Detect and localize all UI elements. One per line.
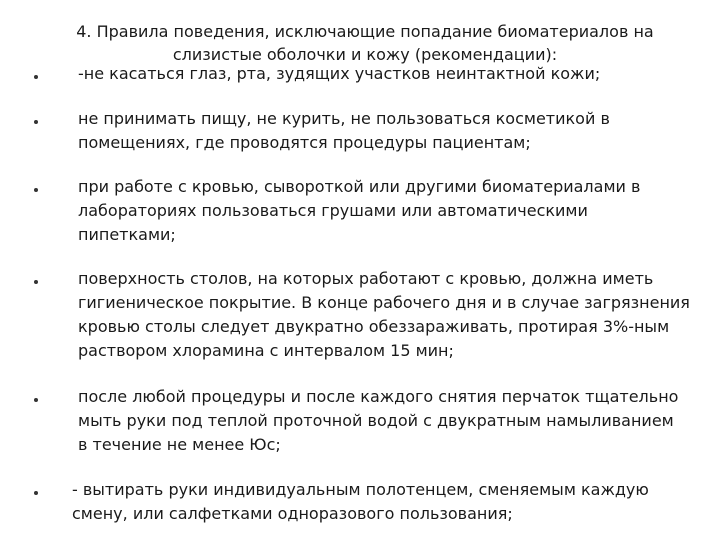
bullet-marker	[34, 280, 38, 284]
bullet-marker	[34, 491, 38, 495]
slide-title: 4. Правила поведения, исключающие попадание биоматериалов на слизистые оболочки и кожу (рекомендации):	[76, 22, 654, 64]
bullet-marker	[34, 398, 38, 402]
list-item: при работе с кровью, сывороткой или другими биоматериалами в лабораториях пользоваться грушами или автоматическими пипетками;	[78, 177, 641, 244]
list-item: поверхность столов, на которых работают с кровью, должна иметь гигиеническое покрытие. В конце рабочего дня и в случае загрязнения кровью столы следует двукратно обеззараживать, протирая 3%-ным раствором хлорамина с интервалом 15 мин;	[78, 269, 690, 360]
list-item: -не касаться глаз, рта, зудящих участков неинтактной кожи;	[78, 64, 601, 83]
list-item: после любой процедуры и после каждого снятия перчаток тщательно мыть руки под теплой проточной водой с двукратным намыливанием в течение не менее Юс;	[78, 387, 679, 454]
list-item: не принимать пищу, не курить, не пользоваться косметикой в помещениях, где проводятся процедуры пациентам;	[78, 109, 610, 152]
bullet-marker	[34, 75, 38, 79]
list-item: - вытирать руки индивидуальным полотенцем, сменяемым каждую смену, или салфетками одноразового пользования;	[72, 480, 649, 523]
bullet-marker	[34, 120, 38, 124]
bullet-marker	[34, 188, 38, 192]
